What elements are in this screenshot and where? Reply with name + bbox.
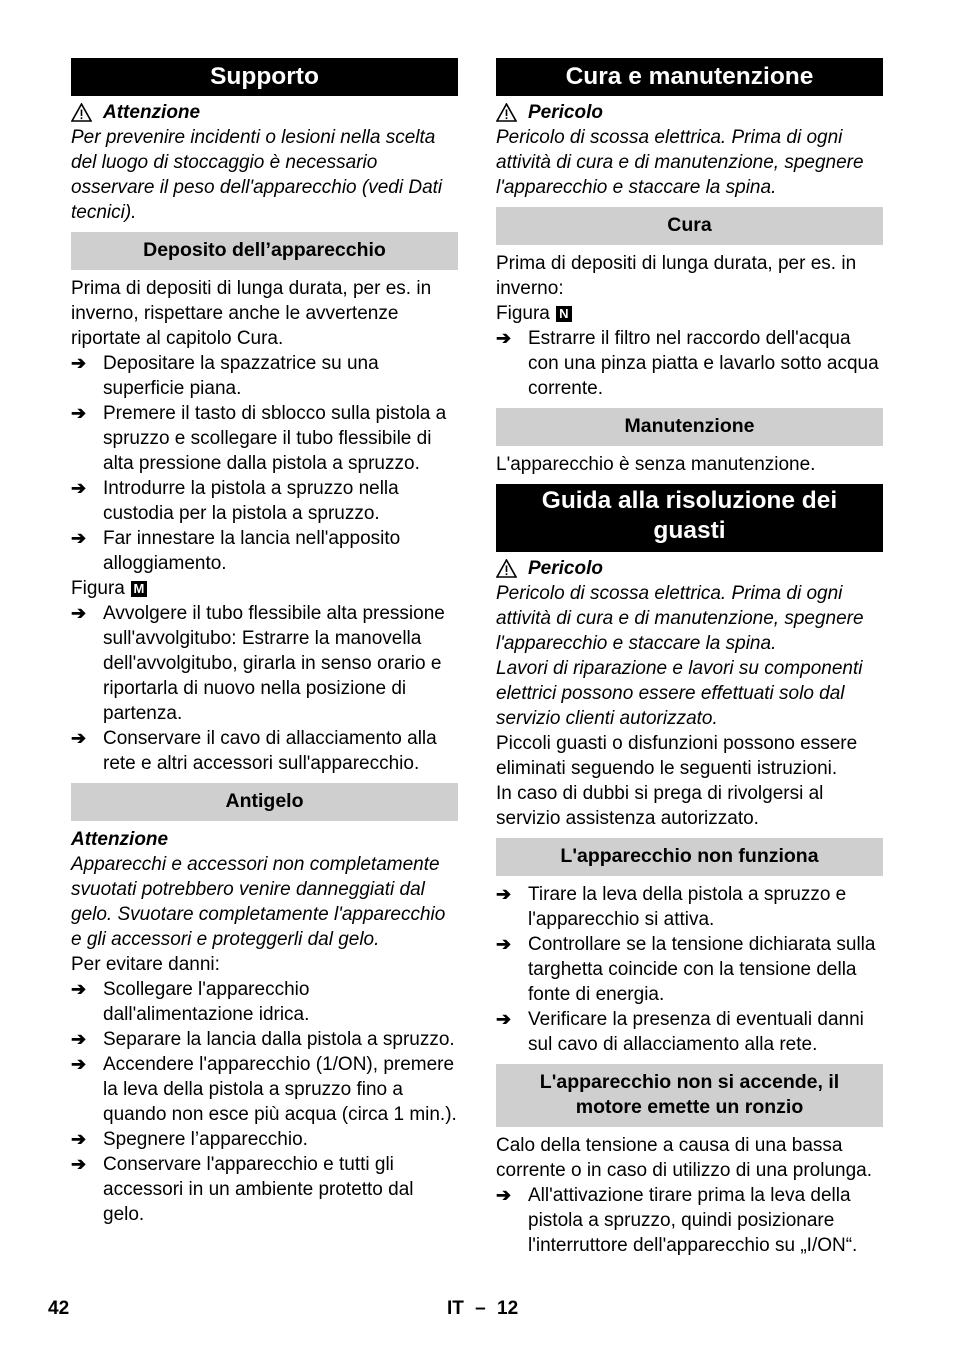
warning-triangle-icon (496, 103, 517, 122)
figure-letter-badge: N (556, 306, 572, 322)
arrow-right-icon: ➔ (71, 478, 87, 498)
list-item: ➔ Verificare la presenza di eventuali danni sul cavo di allacciamento alla rete. (496, 1009, 864, 1055)
danger-text: Pericolo di scossa elettrica. Prima di ogni attività di cura e di manutenzione, spegnere l'apparecchio e staccare la spina. (496, 583, 864, 654)
arrow-right-icon: ➔ (71, 1054, 87, 1074)
list-item: ➔ Premere il tasto di sblocco sulla pistola a spruzzo e scollegare il tubo flessibile di alta pressione dalla pistola a spruzzo. (71, 403, 447, 474)
subsection-title-manutenzione: Manutenzione (496, 408, 883, 446)
subsection-title-ronzio: L'apparecchio non si accende, il motore emette un ronzio (496, 1064, 883, 1127)
arrow-right-icon: ➔ (71, 728, 87, 748)
per-evitare-text: Per evitare danni: (71, 954, 220, 975)
language-page-label: IT – 12 (447, 1298, 519, 1319)
list-item: ➔ Separare la lancia dalla pistola a spruzzo. (71, 1029, 455, 1050)
attention-heading: Attenzione (71, 829, 169, 850)
list-item: ➔ Scollegare l'apparecchio dall'alimentazione idrica. (71, 979, 310, 1025)
subsection-title-cura: Cura (496, 207, 883, 245)
figure-reference: Figura M (71, 576, 458, 601)
section-title-supporto: Supporto (71, 58, 458, 96)
arrow-right-icon: ➔ (71, 1154, 87, 1174)
danger-heading: Pericolo (496, 556, 883, 581)
arrow-right-icon: ➔ (496, 328, 512, 348)
manutenzione-text: L'apparecchio è senza manutenzione. (496, 454, 816, 475)
list-item: ➔ Accendere l'apparecchio (1/ON), premere la leva della pistola a spruzzo fino a quando non esce più acqua (circa 1 min.). (71, 1054, 457, 1125)
list-item: ➔ Controllare se la tensione dichiarata sulla targhetta coincide con la tensione della fonte di energia. (496, 934, 876, 1005)
list-item: ➔ Conservare l'apparecchio e tutti gli accessori in un ambiente protetto dal gelo. (71, 1154, 414, 1225)
figure-letter-badge: M (131, 581, 147, 597)
arrow-right-icon: ➔ (71, 528, 87, 548)
section-title-cura-manutenzione: Cura e manutenzione (496, 58, 883, 96)
right-column (496, 58, 883, 1258)
left-column (71, 58, 458, 1227)
guida-intro: Piccoli guasti o disfunzioni possono essere eliminati seguendo le seguenti istruzioni. (496, 733, 858, 779)
subsection-title-non-funziona: L'apparecchio non funziona (496, 838, 883, 876)
list-item: ➔ Far innestare la lancia nell'apposito alloggiamento. (71, 528, 401, 574)
warning-triangle-icon (71, 103, 92, 122)
list-item: ➔ Spegnere l’apparecchio. (71, 1129, 308, 1150)
list-item: ➔ Tirare la leva della pistola a spruzzo e l'apparecchio si attiva. (496, 884, 847, 930)
ronzio-text: Calo della tensione a causa di una bassa corrente o in caso di utilizzo di una prolunga. (496, 1135, 873, 1181)
cura-intro: Prima di depositi di lunga durata, per es. in inverno: (496, 253, 857, 299)
arrow-right-icon: ➔ (71, 979, 87, 999)
arrow-right-icon: ➔ (71, 353, 87, 373)
list-item: ➔ All'attivazione tirare prima la leva della pistola a spruzzo, quindi posizionare l'interruttore dell'apparecchio su „I/ON“. (496, 1185, 858, 1256)
arrow-right-icon: ➔ (496, 1009, 512, 1029)
deposito-intro: Prima di depositi di lunga durata, per es. in inverno, rispettare anche le avvertenze riportate al capitolo Cura. (71, 278, 432, 349)
danger-heading: Pericolo (496, 100, 883, 125)
arrow-right-icon: ➔ (496, 934, 512, 954)
arrow-right-icon: ➔ (71, 603, 87, 623)
page-number: 42 (48, 1298, 70, 1319)
list-item: ➔ Estrarre il filtro nel raccordo dell'acqua con una pinza piatta e lavarlo sotto acqua corrente. (496, 328, 879, 399)
arrow-right-icon: ➔ (71, 403, 87, 423)
attention-text: Per prevenire incidenti o lesioni nella scelta del luogo di stoccaggio è necessario osservare il peso dell'apparecchio (vedi Dati tecnici). (71, 127, 443, 223)
list-item: ➔ Conservare il cavo di allacciamento alla rete e altri accessori sull'apparecchio. (71, 728, 437, 774)
warning-triangle-icon (496, 559, 517, 578)
danger-text: Pericolo di scossa elettrica. Prima di ogni attività di cura e di manutenzione, spegnere l'apparecchio e staccare la spina. (496, 127, 864, 198)
subsection-title-antigelo: Antigelo (71, 783, 458, 821)
guida-intro-2: In caso di dubbi si prega di rivolgersi al servizio assistenza autorizzato. (496, 783, 824, 829)
danger-text-2: Lavori di riparazione e lavori su componenti elettrici possono essere effettuati solo dal servizio clienti autorizzato. (496, 658, 863, 729)
section-title-guida: Guida alla risoluzione dei guasti (496, 484, 883, 552)
subsection-title-deposito: Deposito dell’apparecchio (71, 232, 458, 270)
arrow-right-icon: ➔ (71, 1029, 87, 1049)
list-item: ➔ Introdurre la pistola a spruzzo nella custodia per la pistola a spruzzo. (71, 478, 399, 524)
list-item: ➔ Avvolgere il tubo flessibile alta pressione sull'avvolgitubo: Estrarre la manovella dell'avvolgitubo, girarla in senso orario e riportarla di nuovo nella posizione di partenza. (71, 603, 445, 724)
arrow-right-icon: ➔ (71, 1129, 87, 1149)
list-item: ➔ Depositare la spazzatrice su una superficie piana. (71, 353, 379, 399)
figure-reference: Figura N (496, 301, 883, 326)
arrow-right-icon: ➔ (496, 884, 512, 904)
arrow-right-icon: ➔ (496, 1185, 512, 1205)
attention-heading: Attenzione (71, 100, 458, 125)
attention-text: Apparecchi e accessori non completamente svuotati potrebbero venire danneggiati dal gelo. Svuotare completamente l'apparecchio e gli accessori e proteggerli dal gelo. (71, 854, 446, 950)
